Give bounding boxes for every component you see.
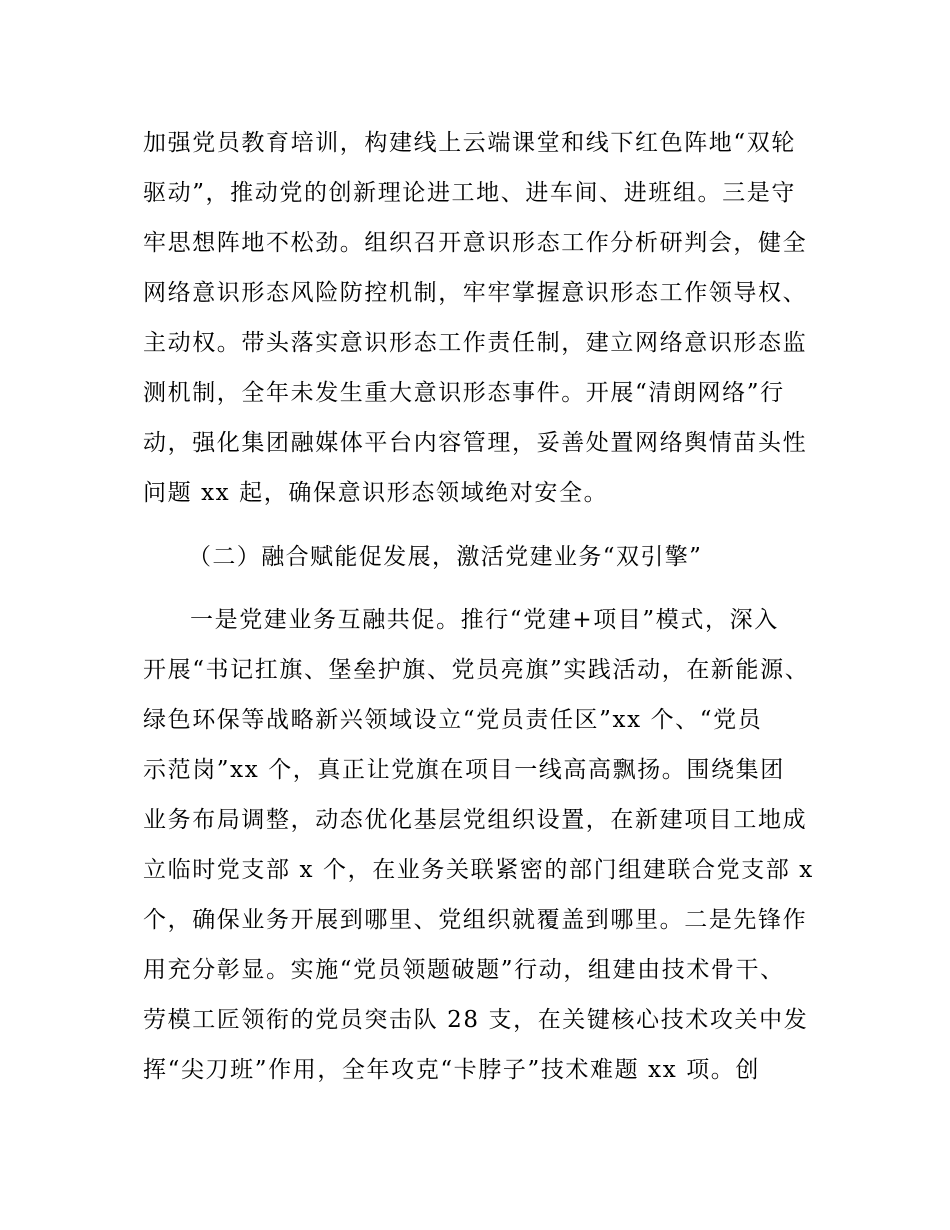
- paragraph-line: 主动权。带头落实意识形态工作责任制，建立网络意识形态监: [143, 330, 808, 356]
- paragraph-line: 一是党建业务互融共促。推行“党建+项目”模式，深入: [190, 607, 779, 633]
- paragraph-line: 开展“书记扛旗、堡垒护旗、党员亮旗”实践活动，在新能源、: [143, 657, 810, 683]
- paragraph-line: 业务布局调整，动态优化基层党组织设置，在新建项目工地成: [143, 807, 808, 833]
- paragraph-line: 测机制，全年未发生重大意识形态事件。开展“清朗网络”行: [143, 380, 785, 406]
- paragraph-line: 网络意识形态风险防控机制，牢牢掌握意识形态工作领导权、: [143, 280, 808, 306]
- paragraph-line: 用充分彰显。实施“党员领题破题”行动，组建由技术骨干、: [143, 957, 785, 983]
- paragraph-line: 个，确保业务开展到哪里、党组织就覆盖到哪里。二是先锋作: [143, 907, 808, 933]
- paragraph-line: 牢思想阵地不松劲。组织召开意识形态工作分析研判会，健全: [143, 230, 808, 256]
- paragraph-line: 劳模工匠领衔的党员突击队 28 支，在关键核心技术攻关中发: [143, 1007, 809, 1033]
- paragraph-line: 绿色环保等战略新兴领域设立“党员责任区”xx 个、“党员: [143, 707, 763, 733]
- paragraph-line: 问题 xx 起，确保意识形态领域绝对安全。: [143, 480, 609, 506]
- paragraph-line: 加强党员教育培训，构建线上云端课堂和线下红色阵地“双轮: [143, 130, 796, 156]
- paragraph-line: 动，强化集团融媒体平台内容管理，妥善处置网络舆情苗头性: [143, 430, 808, 456]
- paragraph-line: 挥“尖刀班”作用，全年攻克“卡脖子”技术难题 xx 项。创: [143, 1057, 760, 1083]
- paragraph-line: 立临时党支部 x 个，在业务关联紧密的部门组建联合党支部 x: [143, 857, 814, 883]
- paragraph-line: 示范岗”xx 个，真正让党旗在项目一线高高飘扬。围绕集团: [143, 757, 785, 783]
- paragraph-line: 驱动”，推动党的创新理论进工地、进车间、进班组。三是守: [143, 180, 796, 206]
- section-heading: （二）融合赋能促发展，激活党建业务“双引擎”: [188, 544, 703, 570]
